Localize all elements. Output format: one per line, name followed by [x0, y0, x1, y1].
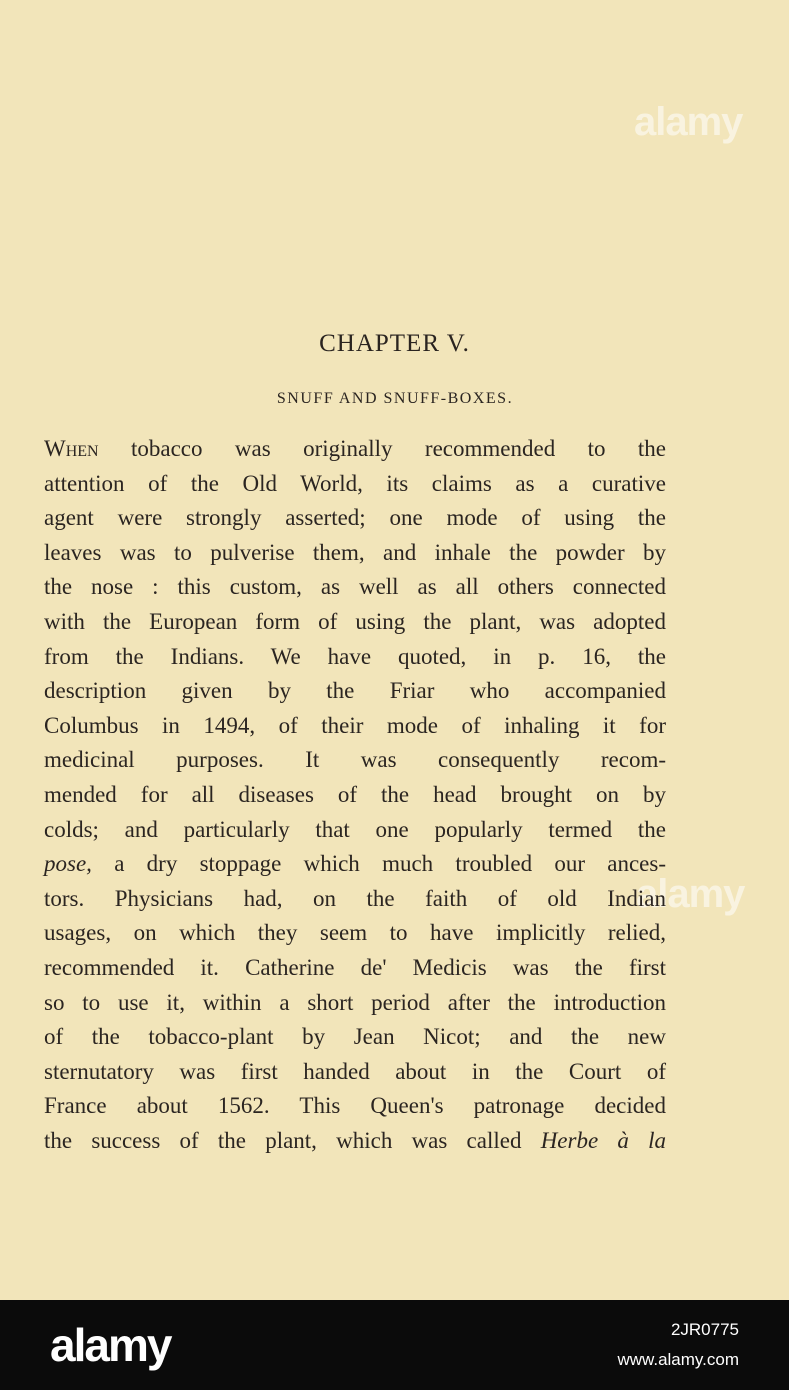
- italic-word: pose,: [44, 851, 92, 877]
- site-url: www.alamy.com: [617, 1350, 739, 1369]
- text-line: attention of the Old World, its claims as a curative: [44, 470, 666, 496]
- text-line: pose, a dry stoppage which much troubled our ances-: [44, 851, 666, 877]
- chapter-heading: CHAPTER V.: [319, 330, 470, 357]
- first-word: When: [44, 436, 99, 461]
- text-line: sternutatory was first handed about in the Court of: [44, 1058, 666, 1084]
- watermark: alamy: [634, 100, 743, 144]
- text-line: of the tobacco-plant by Jean Nicot; and the new: [44, 1024, 666, 1050]
- body-text: [44, 432, 666, 1158]
- text-line: Columbus in 1494, of their mode of inhaling it for: [44, 712, 666, 738]
- text-line: usages, on which they seem to have implicitly relied,: [44, 920, 666, 946]
- image-id: 2JR0775: [670, 1320, 739, 1339]
- text-line: so to use it, within a short period after the introduction: [44, 989, 666, 1015]
- text-line: France about 1562. This Queen's patronage decided: [44, 1093, 666, 1119]
- text-line: medicinal purposes. It was consequently recom-: [44, 747, 666, 773]
- section-title: SNUFF AND SNUFF-BOXES.: [276, 390, 514, 407]
- stock-footer-bar: [0, 1300, 789, 1390]
- text-line: colds; and particularly that one popularly termed the: [44, 816, 666, 842]
- italic-phrase: Herbe à la: [540, 1127, 666, 1153]
- text-line: with the European form of using the plant, was adopted: [44, 608, 666, 634]
- alamy-logo: alamy: [50, 1319, 171, 1371]
- text-line: description given by the Friar who accompanied: [44, 678, 666, 704]
- text-line: from the Indians. We have quoted, in p. 16, the: [44, 643, 666, 669]
- watermark: alamy: [636, 872, 745, 916]
- text-line: the success of the plant, which was called Herbe à la: [44, 1127, 666, 1153]
- text-line: recommended it. Catherine de' Medicis was the first: [44, 954, 666, 980]
- text-line: agent were strongly asserted; one mode of using the: [44, 505, 666, 531]
- text-line: the nose : this custom, as well as all others connected: [44, 574, 666, 600]
- text-line: tors. Physicians had, on the faith of old Indian: [44, 885, 666, 911]
- text-line: mended for all diseases of the head brought on by: [44, 781, 666, 807]
- text-line: When tobacco was originally recommended to the: [44, 436, 666, 461]
- text-line: leaves was to pulverise them, and inhale the powder by: [44, 539, 666, 565]
